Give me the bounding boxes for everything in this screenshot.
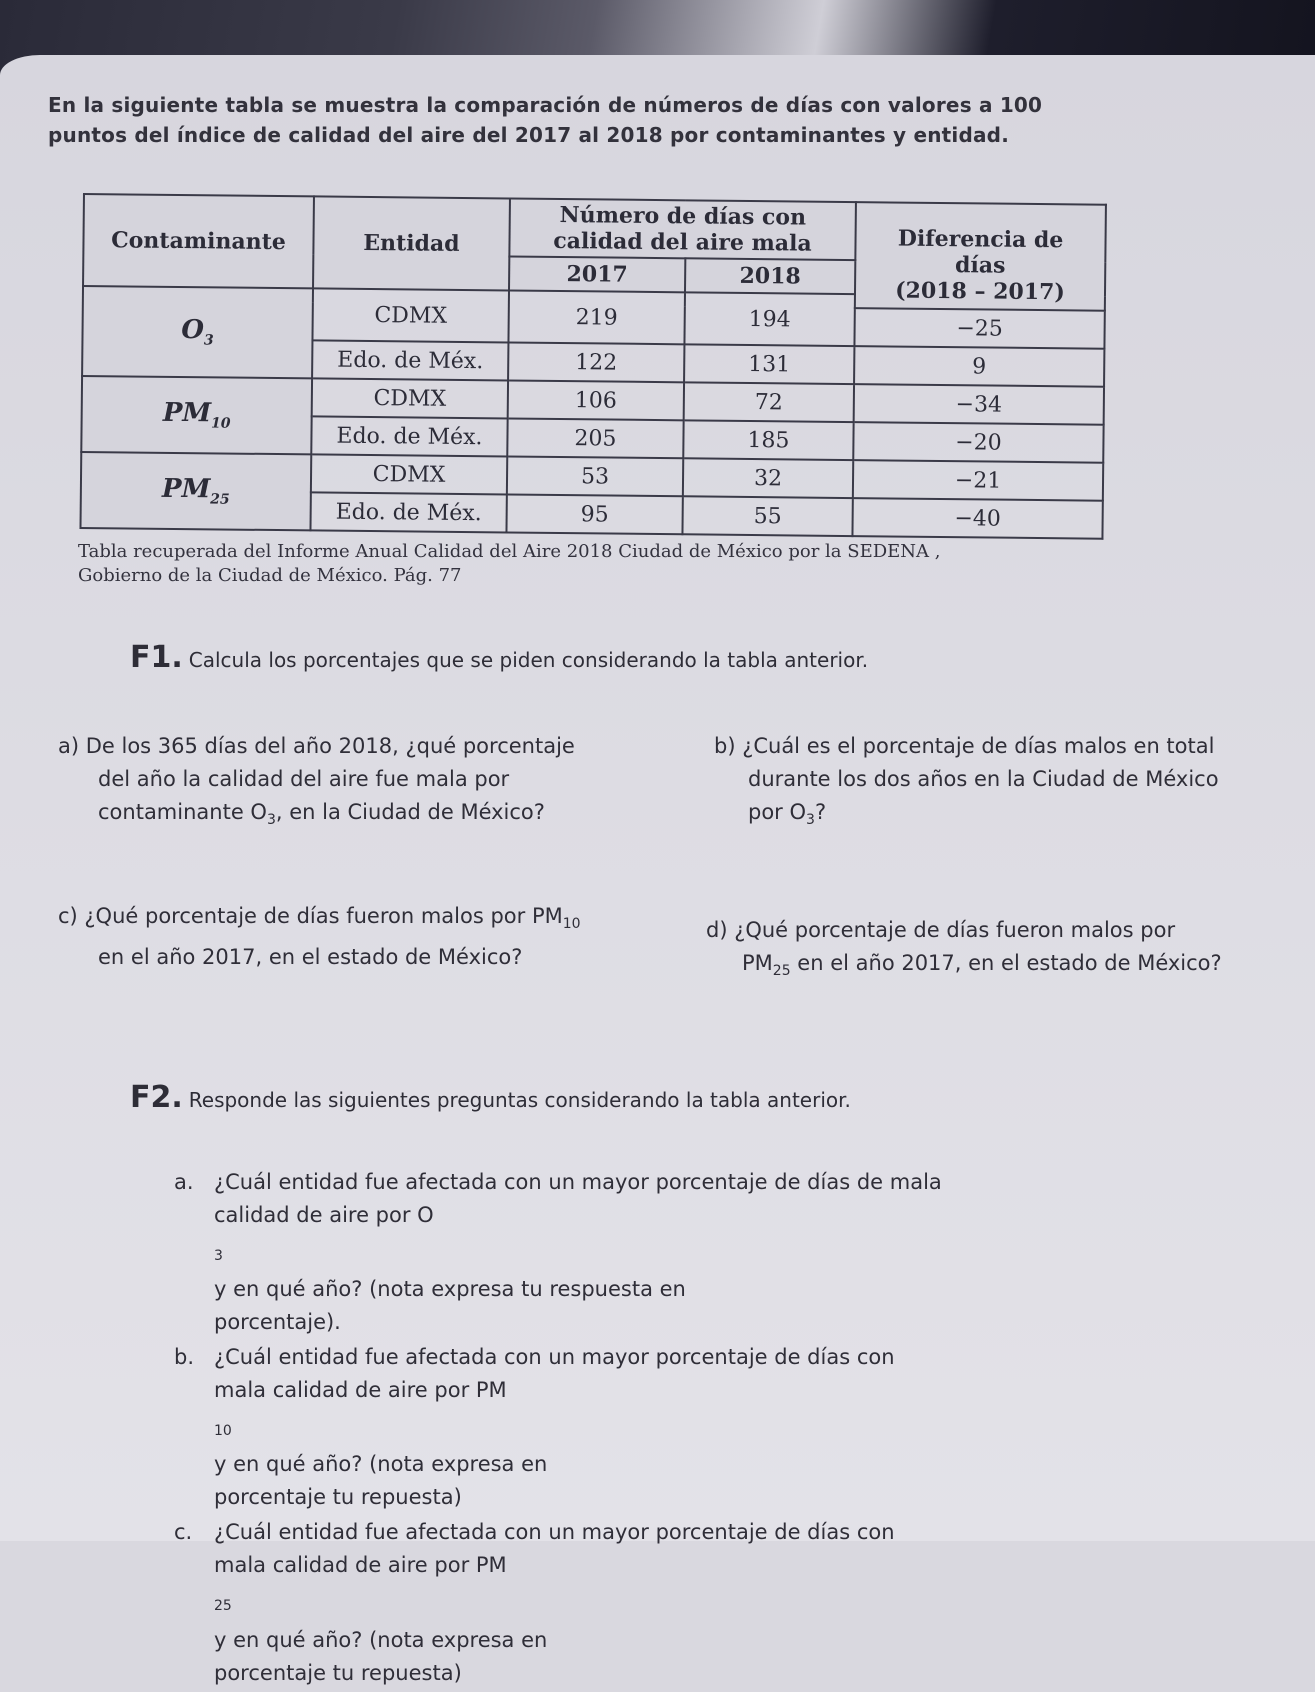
cell-2018: 185 <box>683 420 853 460</box>
pollutant-pm25: $PM_{25}$ <box>80 452 311 530</box>
section-f2-heading <box>130 1080 851 1115</box>
pollutant-o3: $O_3$ <box>82 286 313 378</box>
cell-2018: 131 <box>684 344 854 384</box>
cell-2017: 53 <box>507 456 683 496</box>
cell-diff: −40 <box>852 498 1102 539</box>
cell-diff: −21 <box>853 460 1103 501</box>
cell-2017: 219 <box>508 290 685 344</box>
header-year-2017: 2017 <box>509 256 685 292</box>
header-contaminante: Contaminante <box>83 194 314 288</box>
section-f1-text: Calcula los porcentajes que se piden considerando la tabla anterior. <box>188 648 869 672</box>
pollution-table <box>79 193 1106 540</box>
cell-2018: 72 <box>684 382 854 422</box>
section-f1-heading <box>130 640 868 675</box>
intro-line: puntos del índice de calidad del aire del 2017 al 2018 por contaminantes y entidad. <box>48 123 1009 147</box>
cell-2018: 55 <box>682 496 852 536</box>
header-year-2018: 2018 <box>685 258 855 294</box>
list-item: a. ¿Cuál entidad fue afectada con un mayor porcentaje de días de mala calidad de aire por O $_3$ y en qué año? (nota expresa tu respuesta en porcentaje). <box>174 1166 1044 1339</box>
question-f1-a: a) De los 365 días del año 2018, ¿qué porcentaje del año la calidad del aire fue mala por contaminante $O_3$, en la Ciudad de México? <box>58 734 575 829</box>
list-item: c. ¿Cuál entidad fue afectada con un mayor porcentaje de días con mala calidad de aire por PM $_{25}$ y en qué año? (nota expresa en porcentaje tu repuesta) <box>174 1516 1044 1689</box>
question-f1-b: b) ¿Cuál es el porcentaje de días malos en total durante los dos años en la Ciudad de México por $O_3$? <box>714 734 1219 829</box>
f2-question-list <box>174 1166 1044 1692</box>
header-numero-line: Número de días con <box>559 201 807 231</box>
header-diff-line: días <box>954 252 1006 279</box>
cell-diff: −25 <box>854 308 1104 349</box>
section-f2-text: Responde las siguientes preguntas considerando la tabla anterior. <box>188 1088 851 1112</box>
pollutant-pm10: $PM_{10}$ <box>81 376 312 454</box>
header-diff-line: Diferencia de <box>897 225 1064 254</box>
section-f2-label: F2. <box>130 1080 183 1115</box>
header-numero-dias <box>509 198 856 260</box>
header-diferencia <box>855 202 1106 311</box>
cell-2018: 194 <box>684 292 855 346</box>
cell-2017: 95 <box>506 494 682 534</box>
cell-entidad: Edo. de Méx. <box>312 340 508 380</box>
intro-paragraph <box>48 90 1138 150</box>
cell-diff: −20 <box>853 422 1103 463</box>
source-line: Gobierno de la Ciudad de México. Pág. 77 <box>78 565 462 586</box>
intro-line: En la siguiente tabla se muestra la comparación de números de días con valores a 100 <box>48 93 1043 117</box>
cell-2017: 122 <box>508 342 684 382</box>
cell-entidad: CDMX <box>311 454 507 494</box>
cell-diff: 9 <box>854 346 1104 387</box>
source-line: Tabla recuperada del Informe Anual Calidad del Aire 2018 Ciudad de México por la SEDENA , <box>78 541 941 562</box>
header-entidad: Entidad <box>313 196 510 290</box>
table-source <box>78 540 941 588</box>
list-marker: c. <box>174 1520 193 1545</box>
list-marker: b. <box>174 1345 195 1370</box>
section-f1-label: F1. <box>130 640 183 675</box>
question-f1-d: d) ¿Qué porcentaje de días fueron malos por $PM_{25}$ en el año 2017, en el estado de México? <box>706 918 1222 980</box>
cell-diff: −34 <box>854 384 1104 425</box>
cell-2017: 106 <box>508 380 684 420</box>
header-diff-line: (2018 – 2017) <box>895 277 1065 306</box>
list-marker: a. <box>174 1170 194 1194</box>
cell-entidad: Edo. de Méx. <box>311 416 507 456</box>
header-numero-line: calidad del aire mala <box>553 227 812 257</box>
cell-entidad: CDMX <box>312 288 509 342</box>
list-item: b. ¿Cuál entidad fue afectada con un mayor porcentaje de días con mala calidad de aire por PM $_{10}$ y en qué año? (nota expresa en porcentaje tu repuesta) <box>174 1341 1044 1514</box>
cell-2018: 32 <box>683 458 853 498</box>
cell-entidad: Edo. de Méx. <box>310 492 506 532</box>
cell-2017: 205 <box>507 418 683 458</box>
question-f1-c: c) ¿Qué porcentaje de días fueron malos por $PM_{10}$ en el año 2017, en el estado de México? <box>58 904 581 970</box>
cell-entidad: CDMX <box>312 378 508 418</box>
